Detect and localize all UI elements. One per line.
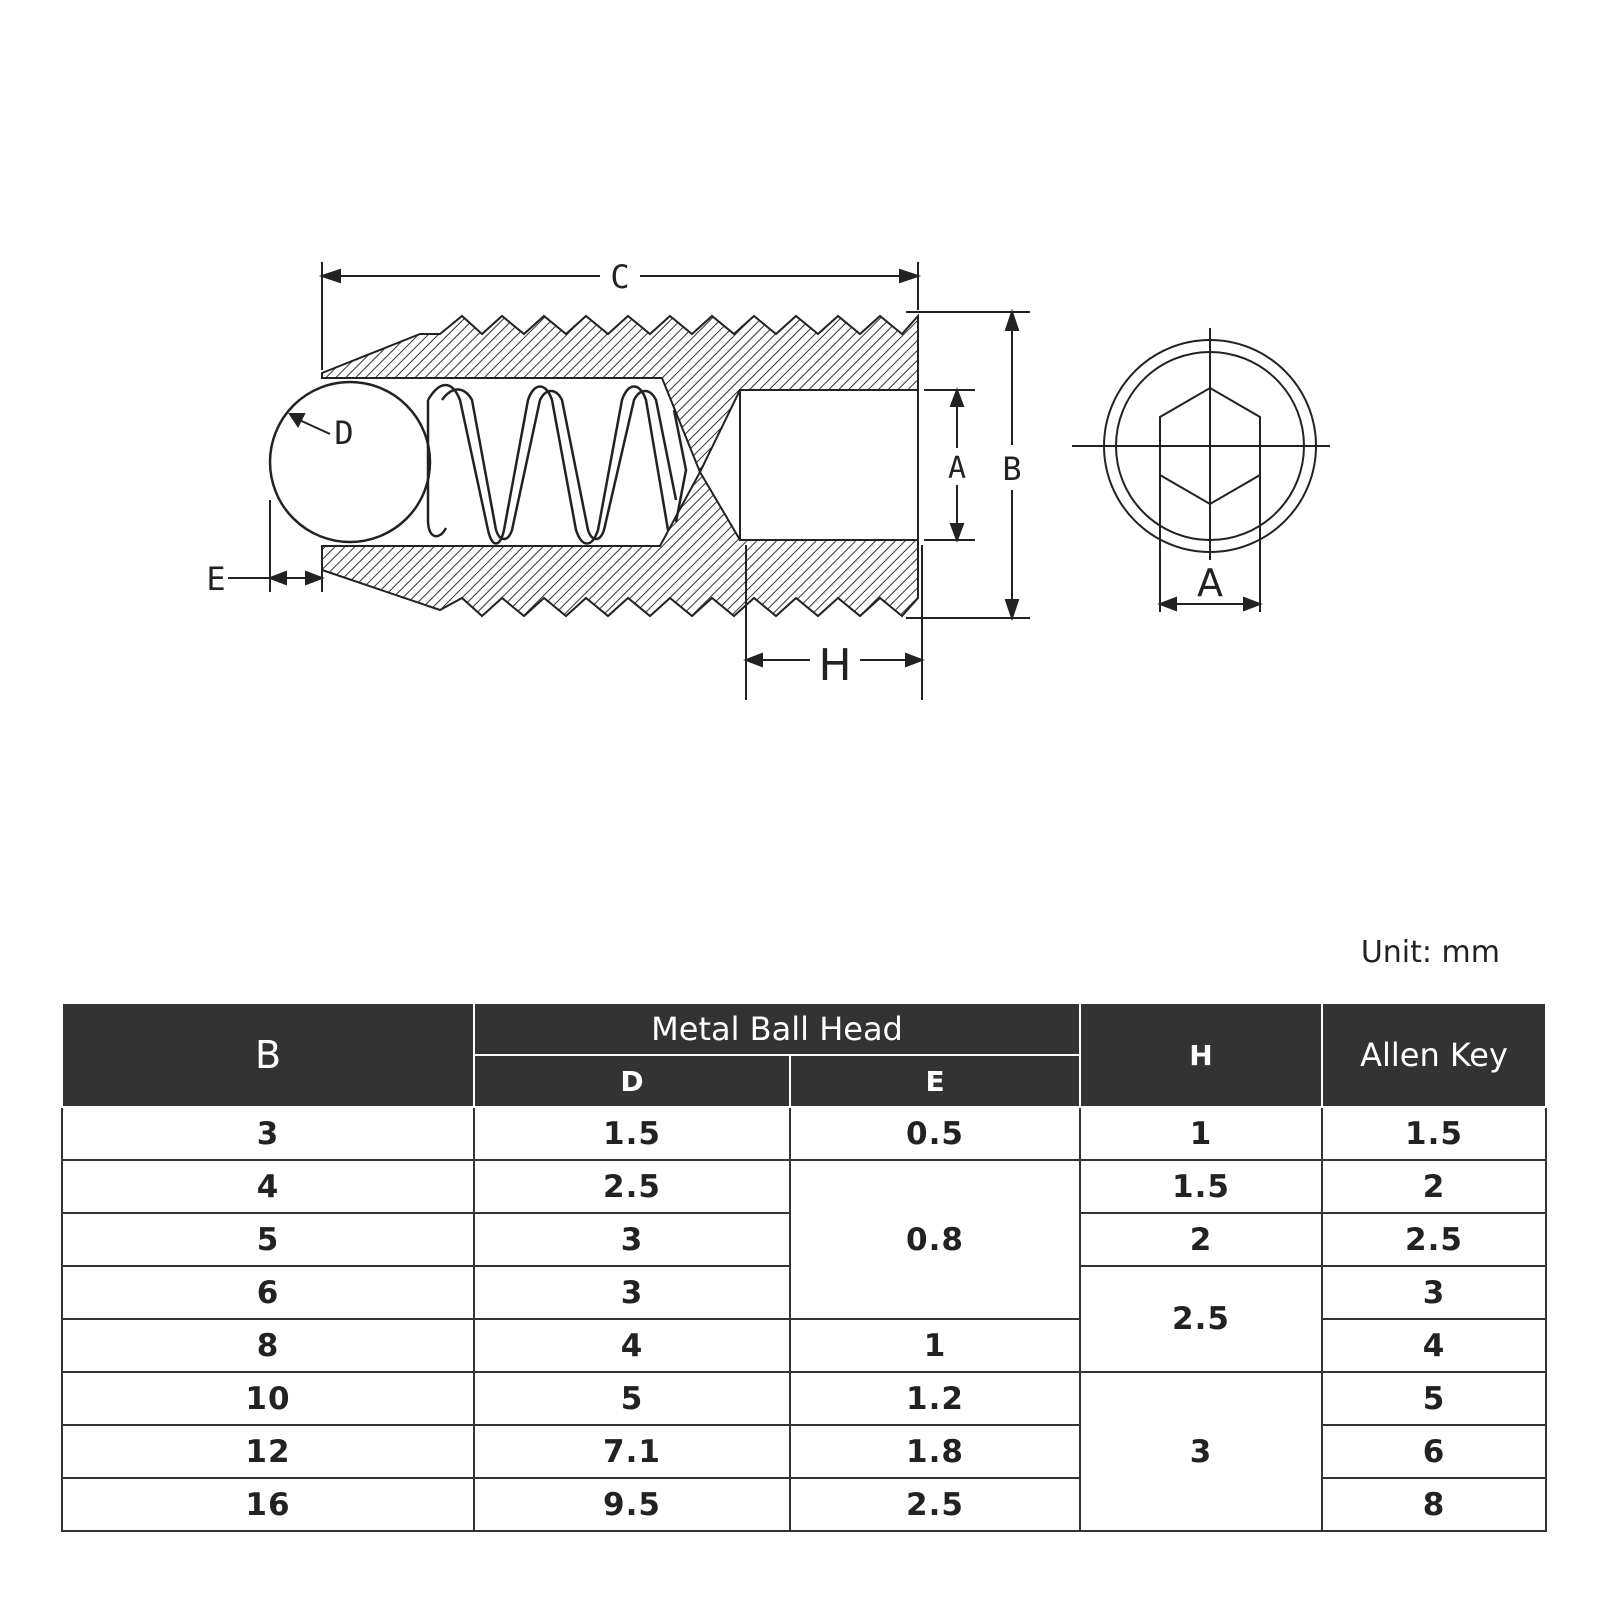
cell-h: 1.5	[1080, 1160, 1322, 1213]
label-e: E	[206, 560, 226, 598]
cell-key: 3	[1322, 1266, 1546, 1319]
label-a-end: A	[1197, 561, 1223, 605]
cell-e: 2.5	[790, 1478, 1080, 1531]
cell-d: 4	[474, 1319, 790, 1372]
cell-d: 3	[474, 1266, 790, 1319]
cell-d: 5	[474, 1372, 790, 1425]
cell-b: 8	[62, 1319, 474, 1372]
table-row	[62, 1372, 1546, 1425]
cell-key: 4	[1322, 1319, 1546, 1372]
table-row	[62, 1319, 1546, 1372]
cell-b: 3	[62, 1107, 474, 1160]
table-row	[62, 1425, 1546, 1478]
hex-socket-bore	[740, 390, 918, 540]
cell-b: 5	[62, 1213, 474, 1266]
spring	[428, 385, 686, 544]
header-h: H	[1080, 1003, 1322, 1107]
cell-b: 16	[62, 1478, 474, 1531]
label-c: C	[610, 258, 630, 296]
cell-d: 3	[474, 1213, 790, 1266]
cell-e: 1.2	[790, 1372, 1080, 1425]
cell-b: 4	[62, 1160, 474, 1213]
table-row	[62, 1478, 1546, 1531]
header-metal-ball-head: Metal Ball Head	[474, 1003, 1080, 1055]
cell-e: 1	[790, 1319, 1080, 1372]
cell-d: 2.5	[474, 1160, 790, 1213]
unit-note: Unit: mm	[1360, 935, 1500, 970]
cell-key: 6	[1322, 1425, 1546, 1478]
cell-b: 6	[62, 1266, 474, 1319]
header-d: D	[474, 1055, 790, 1107]
cell-b: 12	[62, 1425, 474, 1478]
label-b: B	[1002, 450, 1022, 488]
cell-b: 10	[62, 1372, 474, 1425]
cell-d: 9.5	[474, 1478, 790, 1531]
table-row	[62, 1160, 1546, 1213]
cell-h: 2.5	[1080, 1266, 1322, 1372]
cell-key: 5	[1322, 1372, 1546, 1425]
cell-e: 0.8	[790, 1160, 1080, 1319]
cell-e: 0.5	[790, 1107, 1080, 1160]
table-row	[62, 1107, 1546, 1160]
header-b: B	[62, 1003, 474, 1107]
header-e: E	[790, 1055, 1080, 1107]
ball	[270, 382, 430, 542]
label-a-side: A	[947, 451, 967, 486]
specification-table	[61, 1002, 1547, 1532]
cell-key: 1.5	[1322, 1107, 1546, 1160]
cell-key: 2	[1322, 1160, 1546, 1213]
cell-key: 8	[1322, 1478, 1546, 1531]
cell-d: 1.5	[474, 1107, 790, 1160]
label-d: D	[334, 414, 354, 452]
cell-key: 2.5	[1322, 1213, 1546, 1266]
cell-h: 3	[1080, 1372, 1322, 1531]
header-allen-key: Allen Key	[1322, 1003, 1546, 1107]
table-header-row	[62, 1003, 1546, 1055]
label-h: H	[818, 640, 852, 691]
cell-e: 1.8	[790, 1425, 1080, 1478]
cell-h: 2	[1080, 1213, 1322, 1266]
cell-d: 7.1	[474, 1425, 790, 1478]
cell-h: 1	[1080, 1107, 1322, 1160]
